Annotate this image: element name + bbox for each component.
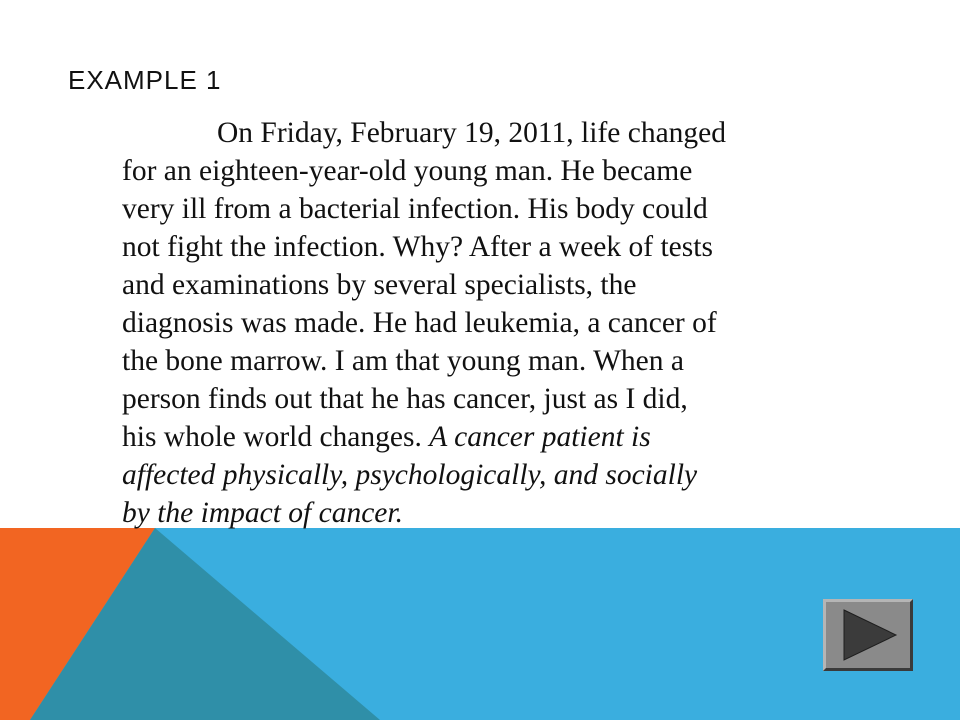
paragraph-line-mixed: [122, 418, 882, 456]
paragraph-line: for an eighteen-year-old young man. He became: [122, 155, 693, 187]
paragraph-line: diagnosis was made. He had leukemia, a cancer of: [122, 307, 717, 339]
play-triangle-icon: [826, 602, 910, 668]
paragraph-text: his whole world changes.: [122, 421, 430, 453]
slide-paragraph: [122, 114, 882, 532]
paragraph-line: and examinations by several specialists, the: [122, 269, 637, 301]
next-slide-button[interactable]: [823, 599, 913, 671]
thesis-line: affected physically, psychologically, and socially: [122, 459, 698, 491]
paragraph-line: not fight the infection. Why? After a week of tests: [122, 231, 713, 263]
slide-title: EXAMPLE 1: [68, 65, 222, 95]
paragraph-line: the bone marrow. I am that young man. When a: [122, 345, 684, 377]
thesis-italic-text: A cancer patient is: [429, 421, 651, 453]
paragraph-line: very ill from a bacterial infection. His body could: [122, 193, 708, 225]
paragraph-line: On Friday, February 19, 2011, life changed: [217, 117, 727, 149]
thesis-line: by the impact of cancer.: [122, 497, 403, 529]
paragraph-line: person finds out that he has cancer, just as I did,: [122, 383, 688, 415]
